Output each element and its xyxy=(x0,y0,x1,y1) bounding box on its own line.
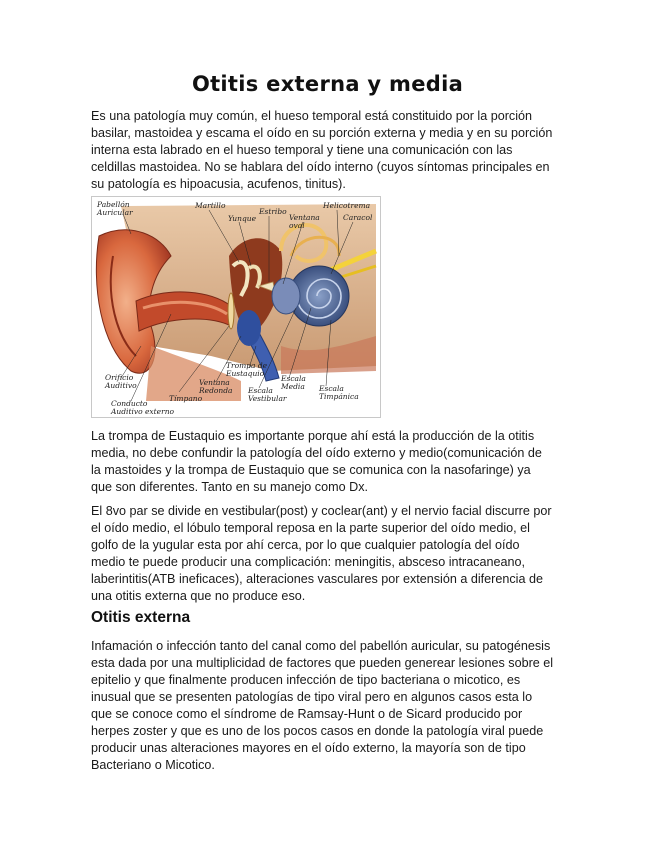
label-pabellon: Pabellón xyxy=(97,200,130,209)
nerve-paragraph xyxy=(91,503,571,605)
page-title: Otitis externa y media xyxy=(191,72,464,96)
label-escala-timpanica-2: Timpánica xyxy=(319,392,359,401)
label-ventana-oval-2: oval xyxy=(289,221,305,230)
label-ventana-redonda-1: Ventana xyxy=(199,378,230,387)
label-estribo: Estribo xyxy=(259,207,287,216)
label-conducto-1: Conducto xyxy=(111,399,148,408)
intro-paragraph xyxy=(91,108,571,193)
text-line: medio te puede producir una complicación: meningitis, absceso intracaneano, xyxy=(91,555,526,569)
section-heading: Otitis externa xyxy=(91,609,191,626)
text-line: la mastoides y la trompa de Eustaquio que se comunica con la nasofaringe) ya xyxy=(91,463,531,477)
label-conducto-2: Auditivo externo xyxy=(111,407,175,416)
otitis-externa-paragraph xyxy=(91,638,571,774)
label-timpano: Tímpano xyxy=(169,394,203,403)
tympanic-membrane xyxy=(228,293,234,329)
text-line: Infamación o infección tanto del canal como del pabellón auricular, su patogénesis xyxy=(91,639,551,653)
text-line: su patología es hipoacusia, acufenos, tinitus). xyxy=(91,177,346,191)
eustachian-paragraph xyxy=(91,428,571,496)
text-line: que se conoce como el síndrome de Ramsay-Hunt o de Sicard producido por xyxy=(91,707,523,721)
text-line: La trompa de Eustaquio es importante porque ahí está la producción de la otitis xyxy=(91,429,535,443)
ear-anatomy-illustration xyxy=(91,196,381,418)
text-line: Es una patología muy común, el hueso temporal está constituido por la porción xyxy=(91,109,533,123)
label-escala-vestibular-1: Escala xyxy=(248,386,273,395)
text-line: celdillas mastoidea. No se hablara del oído interno (cuyos síntomas principales en xyxy=(91,160,550,174)
text-line: basilar, mastoidea y escama el oído en su porción externa y media y en su porción xyxy=(91,126,553,140)
text-line: El 8vo par se divide en vestibular(post) y coclear(ant) y el nervio facial discurre por xyxy=(91,504,552,518)
label-orificio-2: Auditivo xyxy=(105,381,137,390)
label-escala-media-1: Escala xyxy=(281,374,306,383)
label-auricular: Auricular xyxy=(97,208,133,217)
text-line: el oído medio, el lóbulo temporal reposa en la parte superior del oído medio, el xyxy=(91,521,530,535)
text-line: epitelio y que finalmente producen infección de tipo bacteriana o micotico, es xyxy=(91,673,521,687)
text-line: laberintitis(ATB ineficaces), alteraciones vasculares por extensión a diferencia de xyxy=(91,572,543,586)
label-yunque: Yunque xyxy=(228,214,257,223)
label-ventana-oval-1: Ventana xyxy=(289,213,320,222)
eustachian-opening xyxy=(237,310,261,346)
label-trompa-2: Eustaquio xyxy=(226,369,265,378)
text-line: Bacteriano o Micotico. xyxy=(91,758,215,772)
label-escala-vestibular-2: Vestibular xyxy=(248,394,287,403)
label-martillo: Martillo xyxy=(195,201,226,210)
text-line: que son diferentes. Tanto en su manejo como Dx. xyxy=(91,480,368,494)
text-line: media, no debe confundir la patología del oído externo y medio(comunicación de xyxy=(91,446,542,460)
text-line: golfo de la yugular esta por ahí cerca, por lo que cualquier patología del oído xyxy=(91,538,520,552)
label-escala-media-2: Media xyxy=(281,382,305,391)
text-line: una otitis externa que no produce eso. xyxy=(91,589,306,603)
label-caracol: Caracol xyxy=(343,213,373,222)
text-line: producir unas alteraciones mayores en el oído externo, la mayoría son de tipo xyxy=(91,741,526,755)
label-ventana-redonda-2: Redonda xyxy=(199,386,233,395)
ear-anatomy-figure xyxy=(91,196,381,418)
text-line: esta dada por una multiplicidad de factores que pueden generear lesiones sobre el xyxy=(91,656,554,670)
text-line: herpes zoster y que es uno de los pocos casos en donde la patología viral puede xyxy=(91,724,544,738)
label-helicotrema: Helicotrema xyxy=(323,201,371,210)
label-orificio-1: Orificio xyxy=(105,373,134,382)
text-line: interna esta labrado en el hueso temporal y tiene una comunicación con las xyxy=(91,143,513,157)
text-line: inusual que se presenten patologías de tipo viral pero en algunos casos esta lo xyxy=(91,690,533,704)
label-trompa-1: Trompa de xyxy=(226,361,268,370)
label-escala-timpanica-1: Escala xyxy=(319,384,344,393)
